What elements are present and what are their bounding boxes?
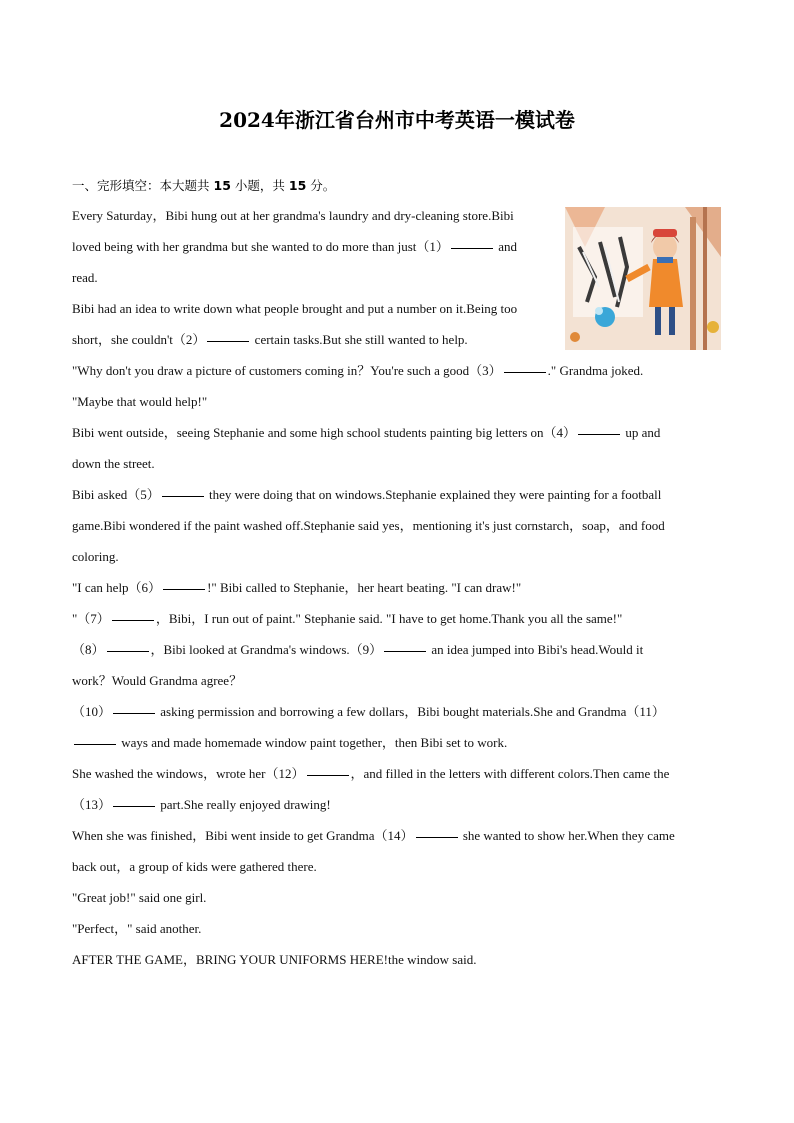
- answer-blank[interactable]: [384, 650, 426, 652]
- passage-line: [72, 820, 722, 851]
- passage-line: [72, 882, 722, 913]
- answer-blank[interactable]: [504, 371, 546, 373]
- line-text: AFTER THE GAME，BRING YOUR UNIFORMS HERE!the window said.: [72, 952, 477, 967]
- line-text: "Great job!" said one girl.: [72, 890, 207, 905]
- passage-line: [72, 634, 722, 665]
- line-text: read.: [72, 270, 98, 285]
- passage-line: [72, 851, 722, 882]
- passage-line: [72, 355, 722, 386]
- passage-line: [72, 696, 722, 727]
- line-text: "Maybe that would help!": [72, 394, 208, 409]
- passage-line: [72, 262, 722, 293]
- passage-line: [72, 758, 722, 789]
- line-text: game.Bibi wondered if the paint washed off.Stephanie said yes，mentioning it's just cornstarch，soap，and food: [72, 518, 665, 533]
- page-title: 2024年浙江省台州市中考英语一模试卷: [219, 108, 575, 132]
- answer-blank[interactable]: [307, 774, 349, 776]
- passage-line: [72, 665, 722, 696]
- line-text: asking permission and borrowing a few dollars，Bibi bought materials.She and Grandma（11）: [157, 704, 665, 719]
- line-text: （13）: [72, 797, 112, 812]
- line-text: they were doing that on windows.Stephanie explained they were painting for a football: [205, 487, 662, 502]
- line-text: （10）: [72, 704, 112, 719]
- question-count: 15: [213, 178, 231, 193]
- line-text: ，Bibi looked at Grandma's windows.（9）: [150, 642, 383, 657]
- passage-line: [72, 293, 722, 324]
- passage-line: [72, 386, 722, 417]
- passage-line: [72, 541, 722, 572]
- answer-blank[interactable]: [113, 805, 155, 807]
- answer-blank[interactable]: [74, 743, 116, 745]
- passage-line: [72, 789, 722, 820]
- passage-line: [72, 231, 722, 262]
- total-points: 15: [288, 178, 307, 193]
- answer-blank[interactable]: [107, 650, 149, 652]
- section-mid: 小题，共: [234, 178, 285, 193]
- passage-line: [72, 913, 722, 944]
- passage-line: [72, 572, 722, 603]
- passage-line: [72, 727, 722, 758]
- line-text: Bibi had an idea to write down what people brought and put a number on it.Being too: [72, 301, 518, 316]
- line-text: an idea jumped into Bibi's head.Would it: [428, 642, 644, 657]
- line-text: coloring.: [72, 549, 119, 564]
- line-text: ，and filled in the letters with different colors.Then came the: [350, 766, 670, 781]
- section-prefix: 一、完形填空：本大题共: [72, 178, 210, 193]
- line-text: part.She really enjoyed drawing!: [157, 797, 331, 812]
- answer-blank[interactable]: [112, 619, 154, 621]
- line-text: short，she couldn't（2）: [72, 332, 206, 347]
- passage-line: [72, 479, 722, 510]
- answer-blank[interactable]: [416, 836, 458, 838]
- answer-blank[interactable]: [451, 247, 493, 249]
- passage-line: [72, 417, 722, 448]
- passage-line: [72, 510, 722, 541]
- line-text: She washed the windows，wrote her（12）: [72, 766, 305, 781]
- line-text: she wanted to show her.When they came: [459, 828, 675, 843]
- answer-blank[interactable]: [113, 712, 155, 714]
- line-text: work？Would Grandma agree？: [72, 673, 243, 688]
- passage-line: [72, 200, 722, 231]
- line-text: ways and made homemade window paint together，then Bibi set to work.: [118, 735, 508, 750]
- line-text: and: [494, 239, 517, 254]
- passage-line: [72, 944, 722, 975]
- line-text: （8）: [72, 642, 105, 657]
- line-text: ." Grandma joked.: [547, 363, 644, 378]
- line-text: up and: [622, 425, 661, 440]
- passage-line: [72, 324, 722, 355]
- line-text: ，Bibi，I run out of paint." Stephanie said. "I have to get home.Thank you all the same!": [155, 611, 623, 626]
- answer-blank[interactable]: [207, 340, 249, 342]
- passage-line: [72, 448, 722, 479]
- line-text: When she was finished，Bibi went inside to get Grandma（14）: [72, 828, 414, 843]
- line-text: Every Saturday，Bibi hung out at her grandma's laundry and dry-cleaning store.Bibi: [72, 208, 514, 223]
- answer-blank[interactable]: [578, 433, 620, 435]
- line-text: certain tasks.But she still wanted to help.: [251, 332, 468, 347]
- section-suffix: 分。: [310, 178, 336, 193]
- line-text: down the street.: [72, 456, 155, 471]
- line-text: "Perfect，" said another.: [72, 921, 202, 936]
- line-text: Bibi asked（5）: [72, 487, 160, 502]
- line-text: loved being with her grandma but she wanted to do more than just（1）: [72, 239, 449, 254]
- passage-line: [72, 603, 722, 634]
- answer-blank[interactable]: [163, 588, 205, 590]
- line-text: "I can help（6）: [72, 580, 162, 595]
- line-text: !" Bibi called to Stephanie，her heart beating. "I can draw!": [207, 580, 522, 595]
- section-heading: [72, 176, 335, 194]
- answer-blank[interactable]: [162, 495, 204, 497]
- line-text: Bibi went outside，seeing Stephanie and some high school students painting big letters on（4）: [72, 425, 577, 440]
- line-text: "Why don't you draw a picture of customers coming in？You're such a good（3）: [72, 363, 502, 378]
- cloze-passage: [72, 200, 722, 975]
- line-text: back out，a group of kids were gathered there.: [72, 859, 317, 874]
- line-text: "（7）: [72, 611, 110, 626]
